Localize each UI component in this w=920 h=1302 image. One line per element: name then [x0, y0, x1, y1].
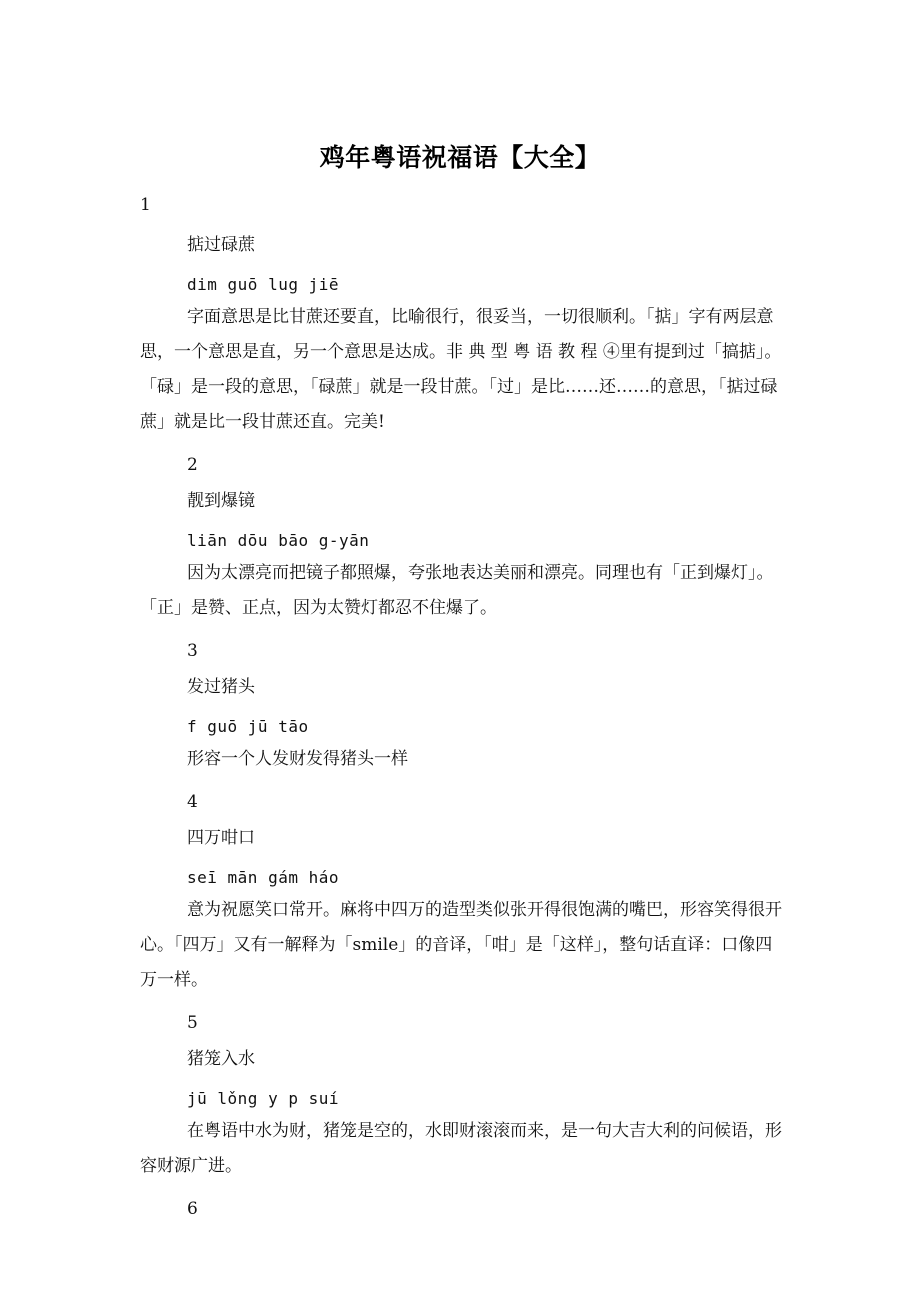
entry-pinyin: liān dōu bāo g-yān	[187, 531, 370, 550]
entry-pinyin: dim guō lug jiē	[187, 275, 339, 294]
entry-number: 3	[187, 641, 198, 661]
entry-explanation: 字面意思是比甘蔗还要直，比喻很行，很妥当，一切很顺利。「掂」字有两层意思，一个意思是直，另一个意思是达成。非 典 型 粤 语 教 程 ④里有提到过「搞掂」。「碌」是一段的意思，「碌蔗」就是一段甘蔗。「过」是比……还……的意思，「掂过碌蔗」就是比一段甘蔗还直。完美!	[140, 307, 782, 432]
entry-phrase: 发过猪头	[187, 677, 255, 697]
entry-number: 6	[187, 1199, 198, 1219]
entry-phrase: 靓到爆镜	[187, 491, 255, 511]
document-title: 鸡年粤语祝福语【大全】	[319, 143, 601, 172]
entry-explanation: 因为太漂亮而把镜子都照爆，夸张地表达美丽和漂亮。同理也有「正到爆灯」。「正」是赞、正点，因为太赞灯都忍不住爆了。	[140, 563, 774, 618]
document-body	[140, 190, 782, 1224]
entry-explanation: 形容一个人发财发得猪头一样	[187, 749, 408, 769]
entry-number: 2	[187, 455, 198, 475]
entry-pinyin: jū lǒng y p suí	[187, 1089, 339, 1108]
entry-phrase: 猪笼入水	[187, 1049, 255, 1069]
entry-pinyin: f guō jū tāo	[187, 717, 309, 736]
entry-explanation: 在粤语中水为财，猪笼是空的，水即财滚滚而来，是一句大吉大利的问候语，形容财源广进。	[140, 1121, 782, 1176]
entry-phrase: 四万咁口	[187, 828, 255, 848]
entry-pinyin: seī mān gám háo	[187, 868, 339, 887]
entry-phrase: 掂过碌蔗	[187, 235, 255, 255]
entry-explanation: 意为祝愿笑口常开。麻将中四万的造型类似张开得很饱满的嘴巴，形容笑得很开心。「四万」又有一解释为「smile」的音译，「咁」是「这样」，整句话直译：口像四万一样。	[140, 900, 782, 990]
entry-number: 4	[187, 792, 198, 812]
entry-number: 1	[140, 195, 151, 215]
entry-number: 5	[187, 1013, 198, 1033]
